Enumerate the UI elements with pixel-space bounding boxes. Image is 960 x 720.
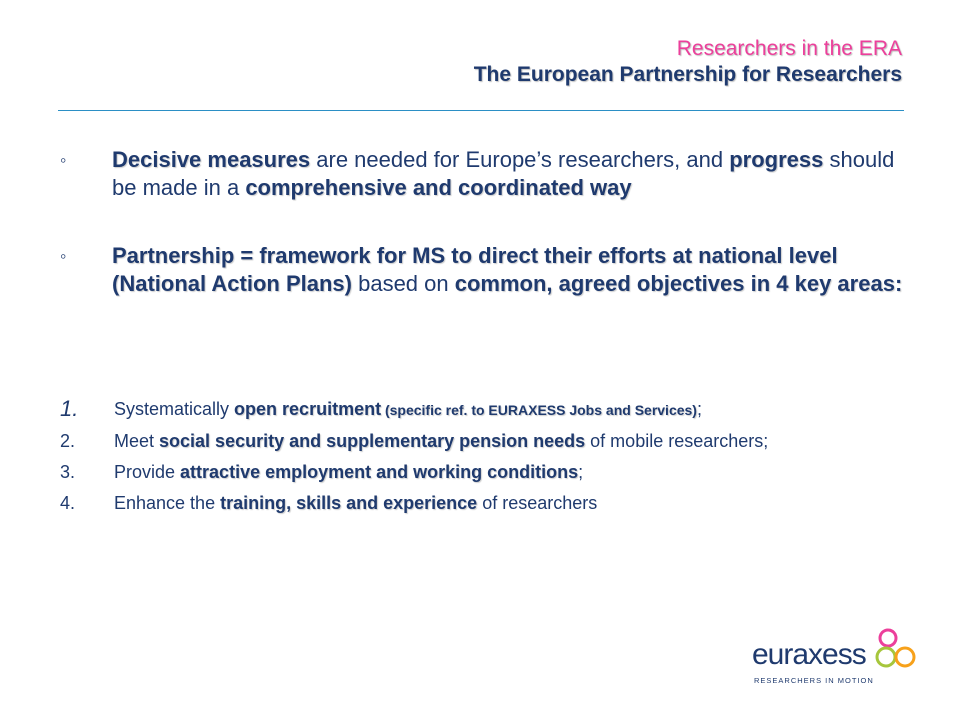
bullet-plain: are needed for Europe’s researchers, and	[310, 147, 730, 172]
item-emphasis: open recruitment	[234, 399, 382, 419]
item-plain: Provide	[114, 462, 181, 482]
header-divider	[58, 110, 904, 111]
item-emphasis: training, skills and experience	[220, 493, 478, 513]
numbered-item	[58, 428, 928, 454]
item-plain: ;	[696, 399, 702, 419]
bullet-emphasis: Decisive measures	[112, 147, 311, 172]
item-plain: of researchers	[477, 493, 598, 513]
numbered-item	[58, 396, 928, 423]
bullet-plain: based on	[351, 271, 455, 296]
bullet-item	[58, 242, 918, 298]
logo-tagline: RESEARCHERS IN MOTION	[754, 676, 874, 685]
slide-title-line1: Researchers in the ERA	[676, 37, 902, 60]
item-emphasis: attractive employment and working conditions	[180, 462, 579, 482]
item-number: 3.	[60, 462, 76, 482]
numbered-list	[58, 396, 928, 521]
item-plain: Enhance the	[114, 493, 221, 513]
item-note: (specific ref. to EURAXESS Jobs and Services)	[381, 402, 697, 418]
item-plain: of mobile researchers;	[585, 431, 769, 451]
bullet-list	[58, 146, 918, 338]
bullet-emphasis: comprehensive and coordinated way	[245, 175, 632, 200]
bullet-circle-icon: ◦	[60, 150, 67, 170]
slide-header	[474, 36, 902, 88]
item-plain: Meet	[114, 431, 160, 451]
bullet-item	[58, 146, 918, 202]
numbered-item	[58, 459, 928, 485]
bullet-circle-icon: ◦	[60, 246, 67, 266]
slide-title-line2: The European Partnership for Researchers	[473, 63, 902, 86]
item-emphasis: social security and supplementary pension needs	[159, 431, 586, 451]
item-plain: Systematically	[114, 399, 235, 419]
item-number: 2.	[60, 431, 76, 451]
item-number: 4.	[60, 493, 76, 513]
bullet-text	[112, 243, 902, 296]
item-plain: ;	[578, 462, 584, 482]
logo-rings-icon	[872, 626, 922, 676]
bullet-emphasis: Partnership = framework for MS to direct their efforts at national level (National Action Plans)	[112, 243, 838, 296]
bullet-text	[112, 147, 894, 200]
bullet-plain: should be made in a	[112, 147, 895, 200]
numbered-item	[58, 490, 928, 516]
euraxess-logo	[752, 626, 922, 686]
bullet-emphasis: common, agreed objectives in 4 key areas:	[454, 271, 903, 296]
logo-wordmark: euraxess	[752, 638, 866, 671]
item-number: 1.	[60, 396, 79, 421]
bullet-emphasis: progress	[729, 147, 824, 172]
